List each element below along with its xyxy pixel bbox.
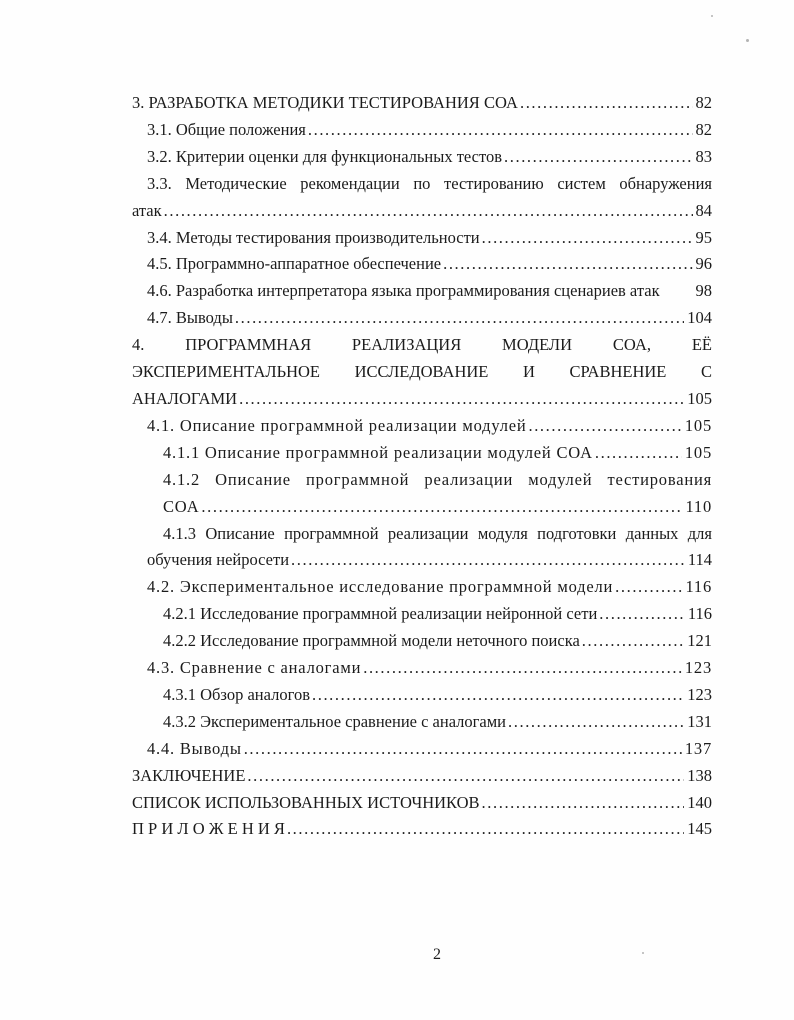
page-number: 2 xyxy=(433,946,441,963)
dot-leader xyxy=(528,413,681,440)
toc-line: 4.1.3 Описание программной реализации модуля подготовки данных для xyxy=(163,523,712,543)
dot-leader xyxy=(164,198,693,225)
toc-entry-page: 104 xyxy=(687,308,712,328)
toc-line xyxy=(132,574,712,601)
toc-entry-text: 4.5. Программно-аппаратное обеспечение xyxy=(147,254,442,274)
dot-leader xyxy=(482,790,685,817)
toc-entry-page: 137 xyxy=(684,738,712,758)
dot-leader xyxy=(582,628,684,655)
toc-line: ЭКСПЕРИМЕНТАЛЬНОЕ ИССЛЕДОВАНИЕ И СРАВНЕНИЕ С xyxy=(132,362,712,382)
toc-entry-page: 105 xyxy=(684,415,712,435)
toc-entry-page: 98 xyxy=(695,281,712,301)
toc-entry-text: 4.1.1 Описание программной реализации модулей СОА xyxy=(163,442,593,462)
dot-leader xyxy=(287,816,684,843)
toc-entry-page: 82 xyxy=(695,93,712,112)
dot-leader xyxy=(595,440,682,467)
toc-entry-page: 95 xyxy=(695,227,712,247)
toc-entry-page: 116 xyxy=(685,577,712,597)
toc-line xyxy=(132,90,712,117)
toc-entry-text: 4.4. Выводы xyxy=(147,738,242,758)
toc-entry-text: 4.6. Разработка интерпретатора языка программирования сценариев атак xyxy=(147,281,660,301)
toc-entry-text: П Р И Л О Ж Е Н И Я xyxy=(132,819,285,839)
dot-leader xyxy=(312,682,684,709)
toc-entry-text: 3.4. Методы тестирования производительности xyxy=(147,227,480,247)
toc-line: 4. ПРОГРАММНАЯ РЕАЛИЗАЦИЯ МОДЕЛИ СОА, ЕЁ xyxy=(132,335,712,355)
toc-line xyxy=(132,547,712,574)
toc-line xyxy=(132,117,712,144)
toc-entry-text: атак xyxy=(132,200,162,220)
toc-entry-page: 96 xyxy=(695,254,712,274)
dot-leader xyxy=(239,386,684,413)
toc-line xyxy=(132,816,712,843)
dot-leader xyxy=(520,90,693,117)
toc-line xyxy=(132,494,712,521)
toc-entry-text: 4.1. Описание программной реализации модулей xyxy=(147,415,527,435)
dot-leader xyxy=(508,709,684,736)
toc-line xyxy=(132,655,712,682)
toc-entry-page: 121 xyxy=(687,631,712,651)
scan-speck xyxy=(746,39,749,42)
toc-entry-page: 138 xyxy=(687,765,712,785)
toc-line xyxy=(132,198,712,225)
toc-line xyxy=(132,601,712,628)
toc-entry-text: 3.2. Критерии оценки для функциональных тестов xyxy=(147,146,503,166)
toc-line xyxy=(132,790,712,817)
toc-entry-text: 4.3.2 Экспериментальное сравнение с аналогами xyxy=(163,711,507,731)
dot-leader xyxy=(615,574,682,601)
toc-line xyxy=(132,305,712,332)
toc-entry-text: ЗАКЛЮЧЕНИЕ xyxy=(132,765,246,785)
toc-entry-text: СПИСОК ИСПОЛЬЗОВАННЫХ ИСТОЧНИКОВ xyxy=(132,792,480,812)
toc-entry-text: 3.1. Общие положения xyxy=(147,119,306,139)
dot-leader xyxy=(244,736,682,763)
dot-leader xyxy=(443,251,692,278)
toc-line xyxy=(132,628,712,655)
toc-entry-text: 3. РАЗРАБОТКА МЕТОДИКИ ТЕСТИРОВАНИЯ СОА xyxy=(132,93,518,112)
toc-entry-page: 140 xyxy=(687,792,712,812)
dot-leader xyxy=(201,494,682,521)
toc-entry-page: 82 xyxy=(695,119,712,139)
toc-entry-page: 116 xyxy=(687,604,712,624)
toc-entry-text: 4.2. Экспериментальное исследование программной модели xyxy=(147,577,614,597)
dot-leader xyxy=(482,225,693,252)
dot-leader xyxy=(247,763,684,790)
dot-leader xyxy=(291,547,685,574)
toc-entry-page: 105 xyxy=(684,442,712,462)
toc-entry-text: 4.2.2 Исследование программной модели неточного поиска xyxy=(163,631,580,651)
toc-line xyxy=(132,413,712,440)
dot-leader xyxy=(599,601,685,628)
toc-entry-text: СОА xyxy=(163,496,200,516)
table-of-contents xyxy=(132,90,712,843)
dot-leader xyxy=(308,117,693,144)
toc-entry-text: 4.7. Выводы xyxy=(147,308,233,328)
toc-entry-page: 123 xyxy=(687,684,712,704)
dot-leader xyxy=(235,305,684,332)
toc-line xyxy=(132,144,712,171)
toc-entry-text: 4.3. Сравнение с аналогами xyxy=(147,658,362,678)
toc-entry-text: 4.3.1 Обзор аналогов xyxy=(163,684,310,704)
toc-line xyxy=(132,682,712,709)
toc-line xyxy=(132,736,712,763)
dot-leader xyxy=(504,144,692,171)
toc-entry-text: 4.2.1 Исследование программной реализации нейронной сети xyxy=(163,604,598,624)
toc-line xyxy=(132,251,712,278)
dot-leader xyxy=(363,655,682,682)
toc-entry-text: АНАЛОГАМИ xyxy=(132,388,238,408)
toc-entry-page: 145 xyxy=(687,819,712,839)
toc-entry-page: 123 xyxy=(684,658,712,678)
toc-line: 4.1.2 Описание программной реализации модулей тестирования xyxy=(163,469,712,489)
toc-entry-page: 105 xyxy=(687,388,712,408)
toc-line xyxy=(132,763,712,790)
toc-entry-page: 114 xyxy=(687,550,712,570)
scan-speck xyxy=(642,952,644,954)
toc-entry-text: обучения нейросети xyxy=(147,550,290,570)
toc-line xyxy=(132,440,712,467)
toc-line xyxy=(132,709,712,736)
toc-line: 3.3. Методические рекомендации по тестированию систем обнаружения xyxy=(147,173,712,193)
scan-speck xyxy=(711,15,713,17)
toc-line xyxy=(132,278,712,305)
toc-entry-page: 131 xyxy=(687,711,712,731)
toc-line xyxy=(132,386,712,413)
toc-entry-page: 110 xyxy=(685,496,712,516)
toc-entry-page: 84 xyxy=(695,200,712,220)
toc-entry-page: 83 xyxy=(695,146,712,166)
toc-line xyxy=(132,225,712,252)
